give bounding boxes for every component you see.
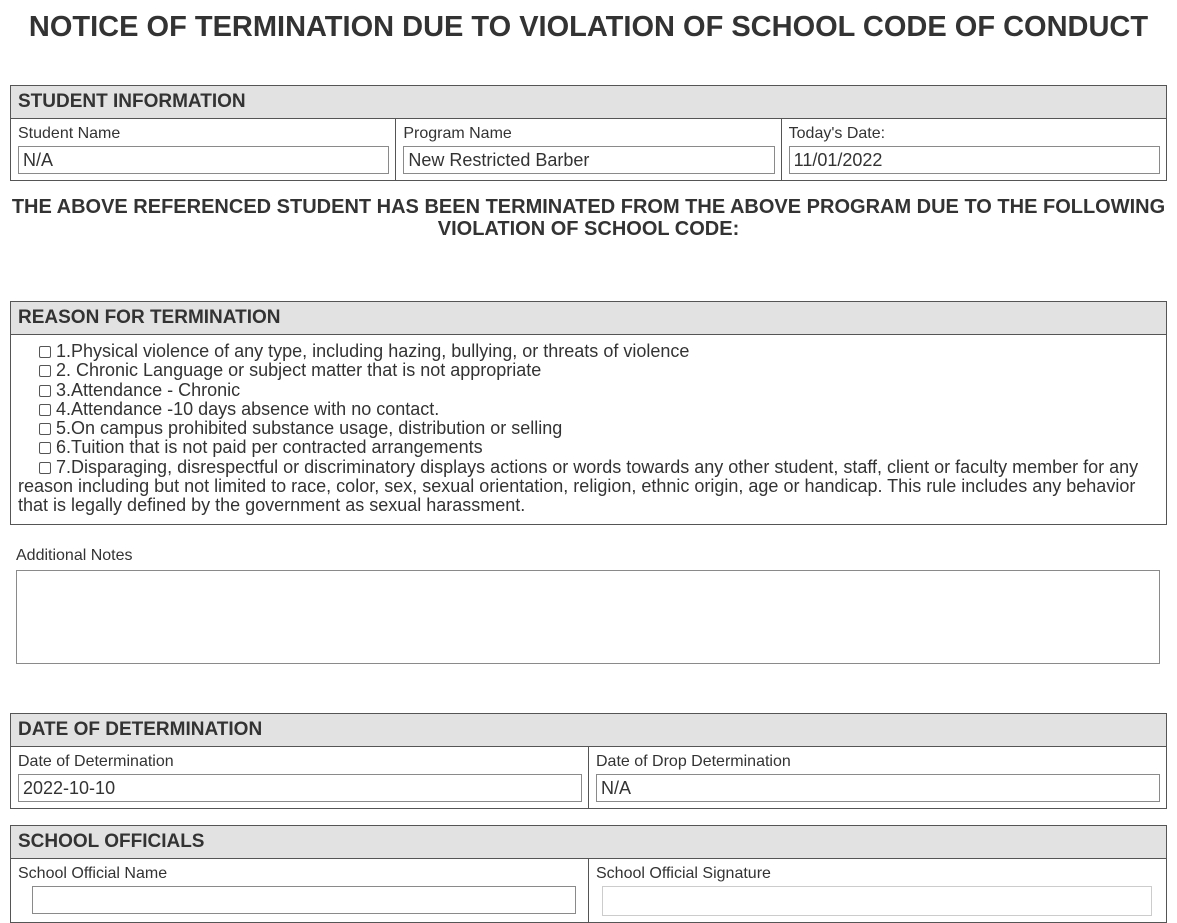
- reason-checkbox[interactable]: [39, 404, 51, 416]
- official-name-input[interactable]: [32, 886, 576, 914]
- student-information-heading: STUDENT INFORMATION: [11, 86, 1166, 119]
- reason-label: 3.Attendance - Chronic: [56, 379, 241, 400]
- reason-label: 4.Attendance -10 days absence with no contact.: [56, 398, 440, 419]
- reason-item: [18, 419, 1158, 438]
- reason-checkbox[interactable]: [39, 385, 51, 397]
- program-name-cell: [395, 119, 780, 180]
- determination-date-label: Date of Determination: [18, 753, 174, 770]
- school-officials-section: [10, 825, 1167, 923]
- drop-determination-label: Date of Drop Determination: [596, 753, 791, 770]
- determination-date-input[interactable]: [18, 774, 582, 802]
- reason-label: 1.Physical violence of any type, including hazing, bullying, or threats of violence: [56, 341, 690, 361]
- student-name-cell: [11, 119, 395, 180]
- reason-item: [18, 458, 1158, 516]
- reason-item: [18, 342, 1158, 361]
- reason-item: [18, 438, 1158, 457]
- additional-notes-label: Additional Notes: [16, 547, 133, 564]
- drop-determination-input[interactable]: [596, 774, 1160, 802]
- reason-item: [18, 400, 1158, 419]
- official-signature-label: School Official Signature: [596, 865, 771, 882]
- student-information-section: [10, 85, 1167, 181]
- reason-item: [18, 361, 1158, 380]
- drop-determination-cell: [588, 747, 1166, 808]
- reason-label: 6.Tuition that is not paid per contracted arrangements: [56, 437, 483, 458]
- additional-notes-textarea[interactable]: [16, 570, 1160, 664]
- reason-checkbox[interactable]: [39, 462, 51, 474]
- school-officials-heading: SCHOOL OFFICIALS: [11, 826, 1166, 859]
- termination-statement: THE ABOVE REFERENCED STUDENT HAS BEEN TERMINATED FROM THE ABOVE PROGRAM DUE TO THE FOLLOWING VIOLATION OF SCHOOL CODE:: [11, 196, 1166, 240]
- reason-label: 2. Chronic Language or subject matter that is not appropriate: [56, 360, 542, 381]
- signature-pad[interactable]: [602, 886, 1152, 916]
- date-of-determination-section: [10, 713, 1167, 809]
- official-name-cell: [11, 859, 588, 922]
- page-title: NOTICE OF TERMINATION DUE TO VIOLATION OF SCHOOL CODE OF CONDUCT: [28, 11, 1149, 43]
- official-name-label: School Official Name: [18, 865, 168, 882]
- todays-date-input[interactable]: [789, 146, 1160, 174]
- official-signature-cell: [588, 859, 1166, 922]
- reason-checkbox[interactable]: [39, 423, 51, 435]
- reason-checkbox-list: [11, 335, 1166, 524]
- student-name-label: Student Name: [18, 125, 121, 142]
- reason-checkbox[interactable]: [39, 442, 51, 454]
- reason-checkbox[interactable]: [39, 346, 51, 358]
- reason-for-termination-section: [10, 301, 1167, 525]
- reason-checkbox[interactable]: [39, 365, 51, 377]
- student-name-input[interactable]: [18, 146, 389, 174]
- determination-date-cell: [11, 747, 588, 808]
- reason-for-termination-heading: REASON FOR TERMINATION: [11, 302, 1166, 335]
- todays-date-cell: [781, 119, 1166, 180]
- reason-label: 7.Disparaging, disrespectful or discriminatory displays actions or words towards any other student, staff, client or faculty member for any reason including but not limited to race, color, sex, sexual orientation, religion, ethnic origin, age or handicap. This rule includes any behavior that is legally defined by the government as sexual harassment.: [18, 456, 1139, 516]
- date-of-determination-heading: DATE OF DETERMINATION: [11, 714, 1166, 747]
- program-name-input[interactable]: [403, 146, 774, 174]
- reason-item: [18, 381, 1158, 400]
- reason-label: 5.On campus prohibited substance usage, distribution or selling: [56, 418, 563, 439]
- todays-date-label: Today's Date:: [788, 125, 886, 142]
- program-name-label: Program Name: [403, 125, 512, 142]
